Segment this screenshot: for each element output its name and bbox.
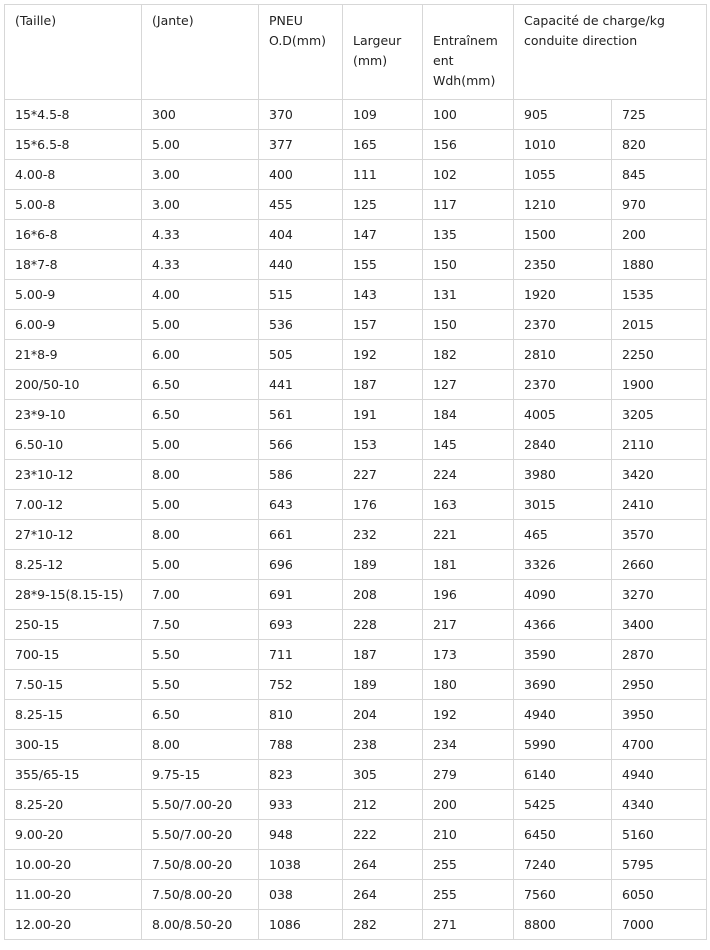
drive-cell: 224: [423, 460, 514, 490]
table-row: [5, 730, 707, 760]
load-drive-cell: 4366: [514, 610, 612, 640]
load-steer-cell: 2250: [612, 340, 707, 370]
width-cell: 208: [343, 580, 423, 610]
size-cell: 23*10-12: [5, 460, 142, 490]
width-cell: 111: [343, 160, 423, 190]
width-cell: 305: [343, 760, 423, 790]
table-row: [5, 790, 707, 820]
size-cell: 200/50-10: [5, 370, 142, 400]
size-cell: 8.25-12: [5, 550, 142, 580]
load-drive-cell: 5425: [514, 790, 612, 820]
table-row: [5, 220, 707, 250]
table-row: [5, 550, 707, 580]
od-cell: 696: [259, 550, 343, 580]
size-cell: 16*6-8: [5, 220, 142, 250]
rim-cell: 300: [142, 100, 259, 130]
load-steer-cell: 1900: [612, 370, 707, 400]
drive-cell: 234: [423, 730, 514, 760]
od-cell: 661: [259, 520, 343, 550]
drive-cell: 184: [423, 400, 514, 430]
load-steer-cell: 4940: [612, 760, 707, 790]
load-drive-cell: 2370: [514, 370, 612, 400]
load-steer-cell: 7000: [612, 910, 707, 940]
table-row: [5, 280, 707, 310]
header-size: (Taille): [5, 5, 142, 100]
od-cell: 643: [259, 490, 343, 520]
table-row: [5, 580, 707, 610]
od-cell: 752: [259, 670, 343, 700]
rim-cell: 5.50/7.00-20: [142, 790, 259, 820]
drive-cell: 135: [423, 220, 514, 250]
od-cell: 038: [259, 880, 343, 910]
drive-cell: 180: [423, 670, 514, 700]
width-cell: 227: [343, 460, 423, 490]
table-body: [5, 100, 707, 940]
table-row: [5, 250, 707, 280]
table-row: [5, 520, 707, 550]
drive-cell: 271: [423, 910, 514, 940]
width-cell: 157: [343, 310, 423, 340]
size-cell: 27*10-12: [5, 520, 142, 550]
width-cell: 191: [343, 400, 423, 430]
rim-cell: 4.00: [142, 280, 259, 310]
width-cell: 187: [343, 640, 423, 670]
size-cell: 7.50-15: [5, 670, 142, 700]
load-drive-cell: 3980: [514, 460, 612, 490]
load-steer-cell: 2950: [612, 670, 707, 700]
width-cell: 189: [343, 550, 423, 580]
load-drive-cell: 2370: [514, 310, 612, 340]
table-row: [5, 460, 707, 490]
size-cell: 6.50-10: [5, 430, 142, 460]
header-rim: (Jante): [142, 5, 259, 100]
load-steer-cell: 4340: [612, 790, 707, 820]
load-steer-cell: 6050: [612, 880, 707, 910]
od-cell: 1038: [259, 850, 343, 880]
od-cell: 561: [259, 400, 343, 430]
drive-cell: 150: [423, 250, 514, 280]
width-cell: 238: [343, 730, 423, 760]
load-drive-cell: 7240: [514, 850, 612, 880]
size-cell: 12.00-20: [5, 910, 142, 940]
rim-cell: 8.00: [142, 730, 259, 760]
load-drive-cell: 6450: [514, 820, 612, 850]
load-drive-cell: 1500: [514, 220, 612, 250]
load-steer-cell: 4700: [612, 730, 707, 760]
width-cell: 232: [343, 520, 423, 550]
od-cell: 810: [259, 700, 343, 730]
table-row: [5, 880, 707, 910]
size-cell: 23*9-10: [5, 400, 142, 430]
load-steer-cell: 820: [612, 130, 707, 160]
size-cell: 10.00-20: [5, 850, 142, 880]
load-drive-cell: 8800: [514, 910, 612, 940]
table-row: [5, 640, 707, 670]
drive-cell: 279: [423, 760, 514, 790]
size-cell: 28*9-15(8.15-15): [5, 580, 142, 610]
table-row: [5, 760, 707, 790]
table-row: [5, 490, 707, 520]
drive-cell: 217: [423, 610, 514, 640]
od-cell: 441: [259, 370, 343, 400]
rim-cell: 7.00: [142, 580, 259, 610]
load-steer-cell: 5160: [612, 820, 707, 850]
od-cell: 440: [259, 250, 343, 280]
load-steer-cell: 1535: [612, 280, 707, 310]
width-cell: 189: [343, 670, 423, 700]
load-steer-cell: 845: [612, 160, 707, 190]
load-steer-cell: 1880: [612, 250, 707, 280]
load-steer-cell: 5795: [612, 850, 707, 880]
load-steer-cell: 3420: [612, 460, 707, 490]
size-cell: 300-15: [5, 730, 142, 760]
drive-cell: 255: [423, 880, 514, 910]
load-drive-cell: 1920: [514, 280, 612, 310]
header-width: Largeur (mm): [343, 5, 423, 100]
rim-cell: 9.75-15: [142, 760, 259, 790]
load-drive-cell: 2350: [514, 250, 612, 280]
drive-cell: 182: [423, 340, 514, 370]
od-cell: 823: [259, 760, 343, 790]
size-cell: 8.25-20: [5, 790, 142, 820]
load-drive-cell: 3690: [514, 670, 612, 700]
load-drive-cell: 905: [514, 100, 612, 130]
tyre-spec-table: [4, 4, 707, 940]
size-cell: 700-15: [5, 640, 142, 670]
load-steer-cell: 3950: [612, 700, 707, 730]
header-load-capacity: Capacité de charge/kg conduite direction: [514, 5, 707, 100]
table-row: [5, 340, 707, 370]
load-drive-cell: 7560: [514, 880, 612, 910]
load-drive-cell: 6140: [514, 760, 612, 790]
size-cell: 250-15: [5, 610, 142, 640]
drive-cell: 173: [423, 640, 514, 670]
load-steer-cell: 200: [612, 220, 707, 250]
width-cell: 155: [343, 250, 423, 280]
drive-cell: 210: [423, 820, 514, 850]
drive-cell: 192: [423, 700, 514, 730]
rim-cell: 7.50/8.00-20: [142, 850, 259, 880]
drive-cell: 145: [423, 430, 514, 460]
od-cell: 693: [259, 610, 343, 640]
od-cell: 455: [259, 190, 343, 220]
width-cell: 212: [343, 790, 423, 820]
drive-cell: 156: [423, 130, 514, 160]
width-cell: 228: [343, 610, 423, 640]
table-row: [5, 910, 707, 940]
table-row: [5, 820, 707, 850]
width-cell: 147: [343, 220, 423, 250]
header-drive: Entraînem ent Wdh(mm): [423, 5, 514, 100]
load-drive-cell: 3326: [514, 550, 612, 580]
table-row: [5, 190, 707, 220]
load-drive-cell: 5990: [514, 730, 612, 760]
od-cell: 505: [259, 340, 343, 370]
width-cell: 222: [343, 820, 423, 850]
od-cell: 586: [259, 460, 343, 490]
rim-cell: 6.50: [142, 700, 259, 730]
od-cell: 515: [259, 280, 343, 310]
od-cell: 536: [259, 310, 343, 340]
size-cell: 4.00-8: [5, 160, 142, 190]
load-steer-cell: 2110: [612, 430, 707, 460]
drive-cell: 255: [423, 850, 514, 880]
rim-cell: 7.50: [142, 610, 259, 640]
table-row: [5, 100, 707, 130]
width-cell: 176: [343, 490, 423, 520]
drive-cell: 131: [423, 280, 514, 310]
width-cell: 282: [343, 910, 423, 940]
rim-cell: 6.00: [142, 340, 259, 370]
table-row: [5, 160, 707, 190]
load-drive-cell: 465: [514, 520, 612, 550]
od-cell: 404: [259, 220, 343, 250]
width-cell: 109: [343, 100, 423, 130]
size-cell: 21*8-9: [5, 340, 142, 370]
rim-cell: 5.00: [142, 310, 259, 340]
drive-cell: 200: [423, 790, 514, 820]
rim-cell: 4.33: [142, 250, 259, 280]
size-cell: 15*6.5-8: [5, 130, 142, 160]
load-steer-cell: 3270: [612, 580, 707, 610]
load-drive-cell: 4005: [514, 400, 612, 430]
drive-cell: 117: [423, 190, 514, 220]
drive-cell: 181: [423, 550, 514, 580]
drive-cell: 163: [423, 490, 514, 520]
size-cell: 8.25-15: [5, 700, 142, 730]
size-cell: 355/65-15: [5, 760, 142, 790]
width-cell: 143: [343, 280, 423, 310]
table-row: [5, 370, 707, 400]
load-steer-cell: 2015: [612, 310, 707, 340]
od-cell: 691: [259, 580, 343, 610]
od-cell: 711: [259, 640, 343, 670]
load-steer-cell: 3205: [612, 400, 707, 430]
rim-cell: 5.50: [142, 640, 259, 670]
load-steer-cell: 2660: [612, 550, 707, 580]
width-cell: 165: [343, 130, 423, 160]
table-row: [5, 700, 707, 730]
load-drive-cell: 2810: [514, 340, 612, 370]
size-cell: 5.00-9: [5, 280, 142, 310]
load-steer-cell: 725: [612, 100, 707, 130]
width-cell: 264: [343, 880, 423, 910]
width-cell: 264: [343, 850, 423, 880]
drive-cell: 221: [423, 520, 514, 550]
width-cell: 192: [343, 340, 423, 370]
load-steer-cell: 3400: [612, 610, 707, 640]
load-drive-cell: 3590: [514, 640, 612, 670]
load-drive-cell: 1010: [514, 130, 612, 160]
drive-cell: 100: [423, 100, 514, 130]
rim-cell: 3.00: [142, 190, 259, 220]
size-cell: 6.00-9: [5, 310, 142, 340]
load-steer-cell: 970: [612, 190, 707, 220]
table-row: [5, 670, 707, 700]
header-row: [5, 5, 707, 100]
rim-cell: 5.00: [142, 430, 259, 460]
rim-cell: 5.00: [142, 550, 259, 580]
od-cell: 788: [259, 730, 343, 760]
width-cell: 187: [343, 370, 423, 400]
table-row: [5, 430, 707, 460]
od-cell: 400: [259, 160, 343, 190]
load-drive-cell: 2840: [514, 430, 612, 460]
load-steer-cell: 2410: [612, 490, 707, 520]
load-drive-cell: 4940: [514, 700, 612, 730]
od-cell: 370: [259, 100, 343, 130]
width-cell: 125: [343, 190, 423, 220]
rim-cell: 5.00: [142, 130, 259, 160]
size-cell: 15*4.5-8: [5, 100, 142, 130]
rim-cell: 8.00: [142, 460, 259, 490]
size-cell: 7.00-12: [5, 490, 142, 520]
size-cell: 18*7-8: [5, 250, 142, 280]
table-row: [5, 400, 707, 430]
rim-cell: 8.00: [142, 520, 259, 550]
rim-cell: 7.50/8.00-20: [142, 880, 259, 910]
load-steer-cell: 2870: [612, 640, 707, 670]
table-row: [5, 130, 707, 160]
size-cell: 11.00-20: [5, 880, 142, 910]
drive-cell: 102: [423, 160, 514, 190]
rim-cell: 5.00: [142, 490, 259, 520]
drive-cell: 127: [423, 370, 514, 400]
width-cell: 153: [343, 430, 423, 460]
rim-cell: 6.50: [142, 370, 259, 400]
load-steer-cell: 3570: [612, 520, 707, 550]
od-cell: 377: [259, 130, 343, 160]
rim-cell: 5.50: [142, 670, 259, 700]
rim-cell: 5.50/7.00-20: [142, 820, 259, 850]
rim-cell: 3.00: [142, 160, 259, 190]
table-row: [5, 850, 707, 880]
rim-cell: 8.00/8.50-20: [142, 910, 259, 940]
od-cell: 1086: [259, 910, 343, 940]
load-drive-cell: 3015: [514, 490, 612, 520]
load-drive-cell: 4090: [514, 580, 612, 610]
od-cell: 948: [259, 820, 343, 850]
drive-cell: 150: [423, 310, 514, 340]
header-od: PNEU O.D(mm): [259, 5, 343, 100]
od-cell: 566: [259, 430, 343, 460]
size-cell: 9.00-20: [5, 820, 142, 850]
width-cell: 204: [343, 700, 423, 730]
rim-cell: 4.33: [142, 220, 259, 250]
table-row: [5, 610, 707, 640]
size-cell: 5.00-8: [5, 190, 142, 220]
load-drive-cell: 1210: [514, 190, 612, 220]
drive-cell: 196: [423, 580, 514, 610]
rim-cell: 6.50: [142, 400, 259, 430]
od-cell: 933: [259, 790, 343, 820]
load-drive-cell: 1055: [514, 160, 612, 190]
table-row: [5, 310, 707, 340]
